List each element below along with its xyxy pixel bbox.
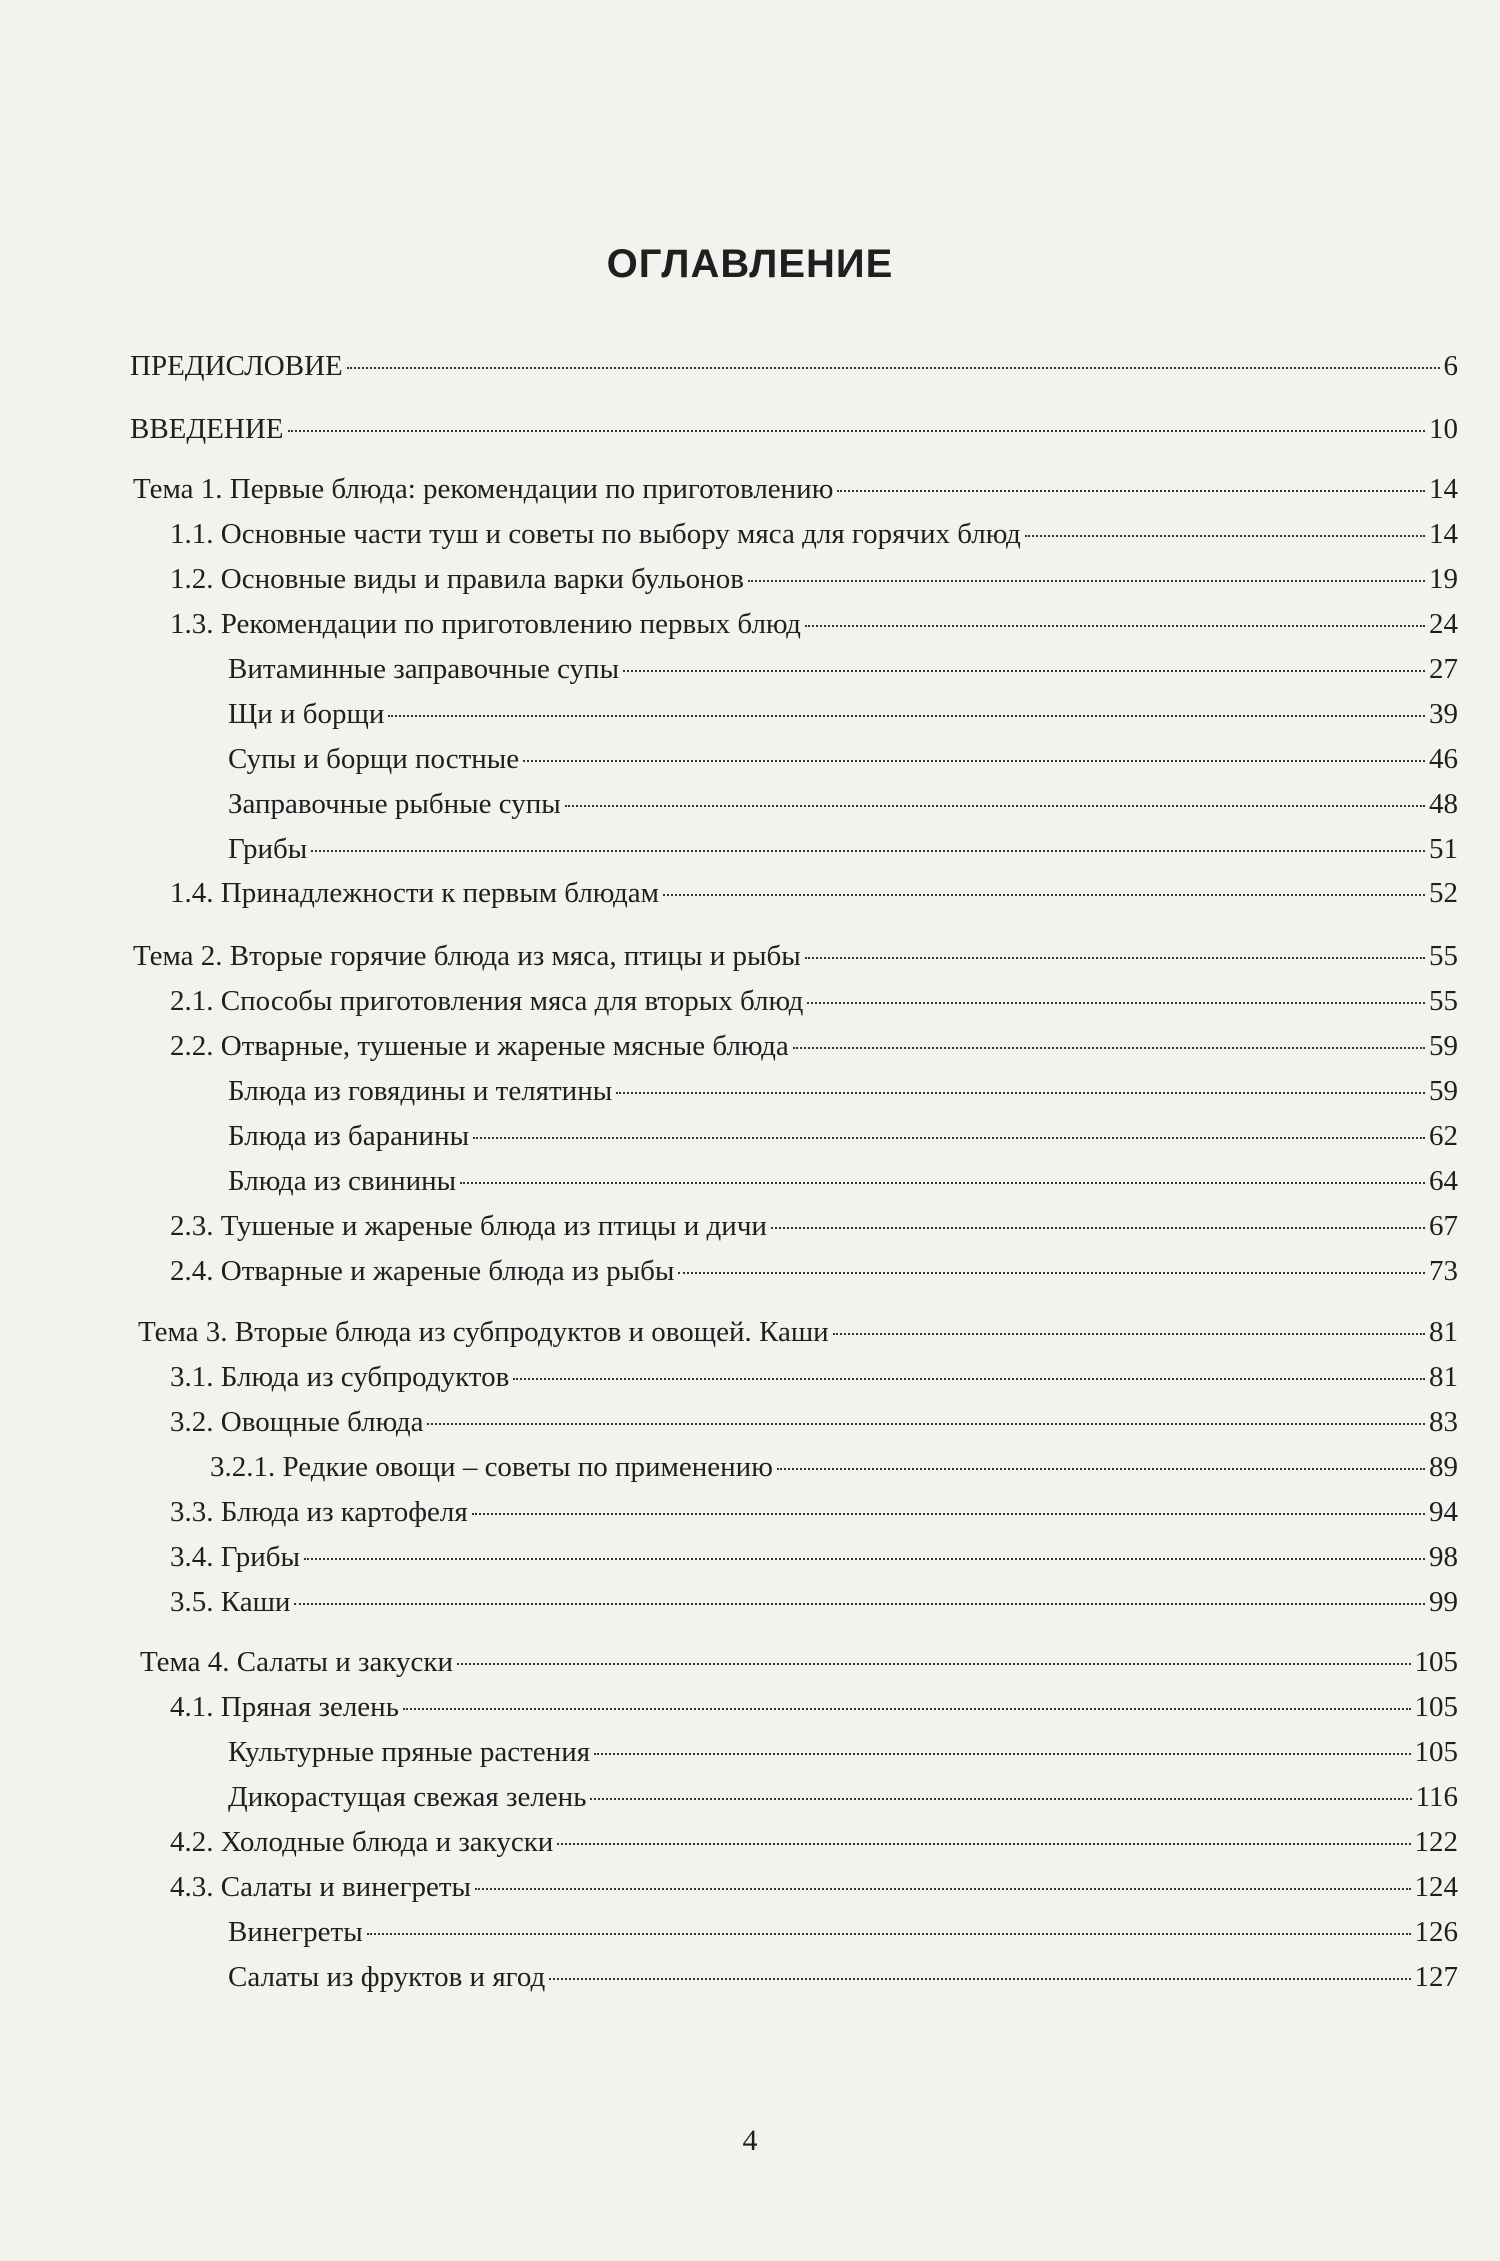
toc-entry-title: 4.3. Салаты и винегреты (170, 1871, 472, 1903)
toc-entry[interactable] (210, 1451, 1458, 1484)
dot-leader (594, 1753, 1410, 1755)
toc-entry-title: Заправочные рыбные супы (228, 788, 561, 820)
toc-entry[interactable] (228, 653, 1458, 686)
toc-entry-page: 10 (1429, 413, 1458, 445)
toc-entry[interactable] (170, 1406, 1458, 1439)
toc-entry[interactable] (170, 1826, 1458, 1859)
toc-entry-page: 105 (1414, 1736, 1458, 1768)
toc-entry-page: 124 (1414, 1871, 1458, 1903)
dot-leader (475, 1888, 1410, 1890)
toc-entry-title: 3.2.1. Редкие овощи – советы по применению (210, 1451, 773, 1483)
dot-leader (663, 894, 1425, 896)
dot-leader (288, 430, 1426, 432)
toc-entry-page: 127 (1414, 1961, 1458, 1993)
toc-entry[interactable] (140, 1646, 1458, 1679)
toc-entry[interactable] (170, 985, 1458, 1018)
toc-entry-title: 1.3. Рекомендации по приготовлению первых блюд (170, 608, 801, 640)
toc-entry-title: Грибы (228, 833, 308, 865)
toc-entry-page: 52 (1429, 877, 1458, 909)
toc-entry-page: 99 (1429, 1586, 1458, 1618)
dot-leader (805, 625, 1425, 627)
dot-leader (472, 1513, 1425, 1515)
page-number: 4 (742, 2124, 758, 2157)
toc-entry-page: 98 (1429, 1541, 1458, 1573)
toc-entry[interactable] (130, 413, 1458, 446)
dot-leader (294, 1603, 1425, 1605)
dot-leader (367, 1933, 1411, 1935)
toc-entry[interactable] (228, 1916, 1458, 1949)
toc-entry-page: 55 (1429, 940, 1458, 972)
toc-entry-page: 89 (1429, 1451, 1458, 1483)
dot-leader (347, 367, 1440, 369)
dot-leader (557, 1843, 1410, 1845)
toc-entry[interactable] (228, 1075, 1458, 1108)
toc-entry[interactable] (170, 877, 1458, 910)
toc-entry-page: 39 (1429, 698, 1458, 730)
dot-leader (311, 850, 1425, 852)
toc-entry[interactable] (133, 940, 1458, 973)
toc-entry-page: 105 (1414, 1646, 1458, 1678)
toc-entry[interactable] (228, 1120, 1458, 1153)
toc-entry[interactable] (130, 350, 1458, 383)
dot-leader (1025, 535, 1425, 537)
toc-entry-page: 27 (1429, 653, 1458, 685)
toc-entry-title: 3.1. Блюда из субпродуктов (170, 1361, 510, 1393)
toc-entry-title: Дикорастущая свежая зелень (228, 1781, 587, 1813)
toc-entry[interactable] (228, 1961, 1458, 1994)
toc-entry-page: 116 (1415, 1781, 1458, 1813)
toc-entry[interactable] (170, 1496, 1458, 1529)
toc-entry-title: Блюда из говядины и телятины (228, 1075, 613, 1107)
toc-entry-title: 1.2. Основные виды и правила варки бульонов (170, 563, 744, 595)
toc-entry-title: ВВЕДЕНИЕ (130, 413, 284, 445)
dot-leader (837, 490, 1425, 492)
toc-entry-title: ПРЕДИСЛОВИЕ (130, 350, 343, 382)
toc-entry[interactable] (133, 473, 1458, 506)
toc-entry-title: 3.3. Блюда из картофеля (170, 1496, 468, 1528)
toc-entry[interactable] (170, 1691, 1458, 1724)
toc-entry[interactable] (228, 698, 1458, 731)
toc-entry-page: 46 (1429, 743, 1458, 775)
toc-entry-page: 6 (1443, 350, 1458, 382)
toc-entry[interactable] (170, 1030, 1458, 1063)
dot-leader (833, 1333, 1425, 1335)
toc-entry[interactable] (170, 1541, 1458, 1574)
toc-entry-title: Винегреты (228, 1916, 363, 1948)
toc-entry[interactable] (170, 518, 1458, 551)
toc-entry-title: 4.1. Пряная зелень (170, 1691, 399, 1723)
toc-entry-page: 64 (1429, 1165, 1458, 1197)
toc-entry-page: 94 (1429, 1496, 1458, 1528)
toc-entry-title: 2.3. Тушеные и жареные блюда из птицы и дичи (170, 1210, 767, 1242)
dot-leader (427, 1423, 1425, 1425)
toc-entry[interactable] (170, 608, 1458, 641)
toc-entry[interactable] (228, 743, 1458, 776)
dot-leader (523, 760, 1425, 762)
toc-entry-title: 3.2. Овощные блюда (170, 1406, 424, 1438)
toc-entry-page: 48 (1429, 788, 1458, 820)
dot-leader (807, 1002, 1425, 1004)
toc-entry-title: 2.4. Отварные и жареные блюда из рыбы (170, 1255, 675, 1287)
toc-entry-page: 67 (1429, 1210, 1458, 1242)
toc-entry-page: 73 (1429, 1255, 1458, 1287)
dot-leader (549, 1978, 1410, 1980)
dot-leader (473, 1137, 1425, 1139)
toc-entry[interactable] (170, 1871, 1458, 1904)
dot-leader (678, 1272, 1425, 1274)
toc-entry-title: Тема 2. Вторые горячие блюда из мяса, птицы и рыбы (133, 940, 801, 972)
toc-entry-page: 24 (1429, 608, 1458, 640)
toc-entry-title: Тема 4. Салаты и закуски (140, 1646, 453, 1678)
dot-leader (616, 1092, 1425, 1094)
toc-entry-page: 14 (1429, 473, 1458, 505)
toc-entry-page: 81 (1429, 1361, 1458, 1393)
dot-leader (565, 805, 1425, 807)
toc-entry-title: 2.1. Способы приготовления мяса для вторых блюд (170, 985, 804, 1017)
toc-entry-title: Щи и борщи (228, 698, 385, 730)
toc-entry-title: 2.2. Отварные, тушеные и жареные мясные блюда (170, 1030, 789, 1062)
dot-leader (460, 1182, 1425, 1184)
toc-entry[interactable] (170, 563, 1458, 596)
toc-entry-title: 3.5. Каши (170, 1586, 291, 1618)
dot-leader (388, 715, 1425, 717)
toc-entry-title: Супы и борщи постные (228, 743, 520, 775)
toc-entry-page: 55 (1429, 985, 1458, 1017)
toc-entry-title: 1.4. Принадлежности к первым блюдам (170, 877, 659, 909)
toc-entry-page: 122 (1414, 1826, 1458, 1858)
toc-entry-title: 1.1. Основные части туш и советы по выбору мяса для горячих блюд (170, 518, 1021, 550)
dot-leader (403, 1708, 1411, 1710)
toc-entry[interactable] (170, 1361, 1458, 1394)
toc-entry-page: 59 (1429, 1075, 1458, 1107)
toc-entry-page: 19 (1429, 563, 1458, 595)
toc-entry[interactable] (228, 1736, 1458, 1769)
toc-entry-title: Тема 1. Первые блюда: рекомендации по приготовлению (133, 473, 834, 505)
toc-entry[interactable] (228, 833, 1458, 866)
dot-leader (805, 957, 1425, 959)
page-title: ОГЛАВЛЕНИЕ (606, 242, 894, 286)
toc-entry-title: Культурные пряные растения (228, 1736, 591, 1768)
dot-leader (513, 1378, 1425, 1380)
toc-entry-page: 81 (1429, 1316, 1458, 1348)
toc-entry-page: 62 (1429, 1120, 1458, 1152)
toc-entry[interactable] (228, 1781, 1458, 1814)
toc-entry[interactable] (170, 1255, 1458, 1288)
toc-entry-title: Тема 3. Вторые блюда из субпродуктов и овощей. Каши (138, 1316, 829, 1348)
toc-entry-title: Блюда из баранины (228, 1120, 470, 1152)
toc-entry[interactable] (138, 1316, 1458, 1349)
toc-entry-page: 59 (1429, 1030, 1458, 1062)
toc-entry-title: 4.2. Холодные блюда и закуски (170, 1826, 554, 1858)
toc-entry[interactable] (228, 1165, 1458, 1198)
dot-leader (457, 1663, 1411, 1665)
toc-entry-page: 51 (1429, 833, 1458, 865)
toc-entry-page: 126 (1414, 1916, 1458, 1948)
dot-leader (777, 1468, 1425, 1470)
toc-entry-page: 105 (1414, 1691, 1458, 1723)
dot-leader (748, 580, 1425, 582)
dot-leader (771, 1227, 1425, 1229)
toc-entry-title: Салаты из фруктов и ягод (228, 1961, 546, 1993)
toc-entry-page: 14 (1429, 518, 1458, 550)
toc-entry-title: Блюда из свинины (228, 1165, 457, 1197)
toc-entry[interactable] (170, 1586, 1458, 1619)
toc-entry[interactable] (170, 1210, 1458, 1243)
dot-leader (793, 1047, 1425, 1049)
toc-entry-title: Витаминные заправочные супы (228, 653, 620, 685)
toc-entry-title: 3.4. Грибы (170, 1541, 300, 1573)
dot-leader (623, 670, 1425, 672)
dot-leader (304, 1558, 1425, 1560)
dot-leader (590, 1798, 1411, 1800)
toc-entry-page: 83 (1429, 1406, 1458, 1438)
toc-entry[interactable] (228, 788, 1458, 821)
